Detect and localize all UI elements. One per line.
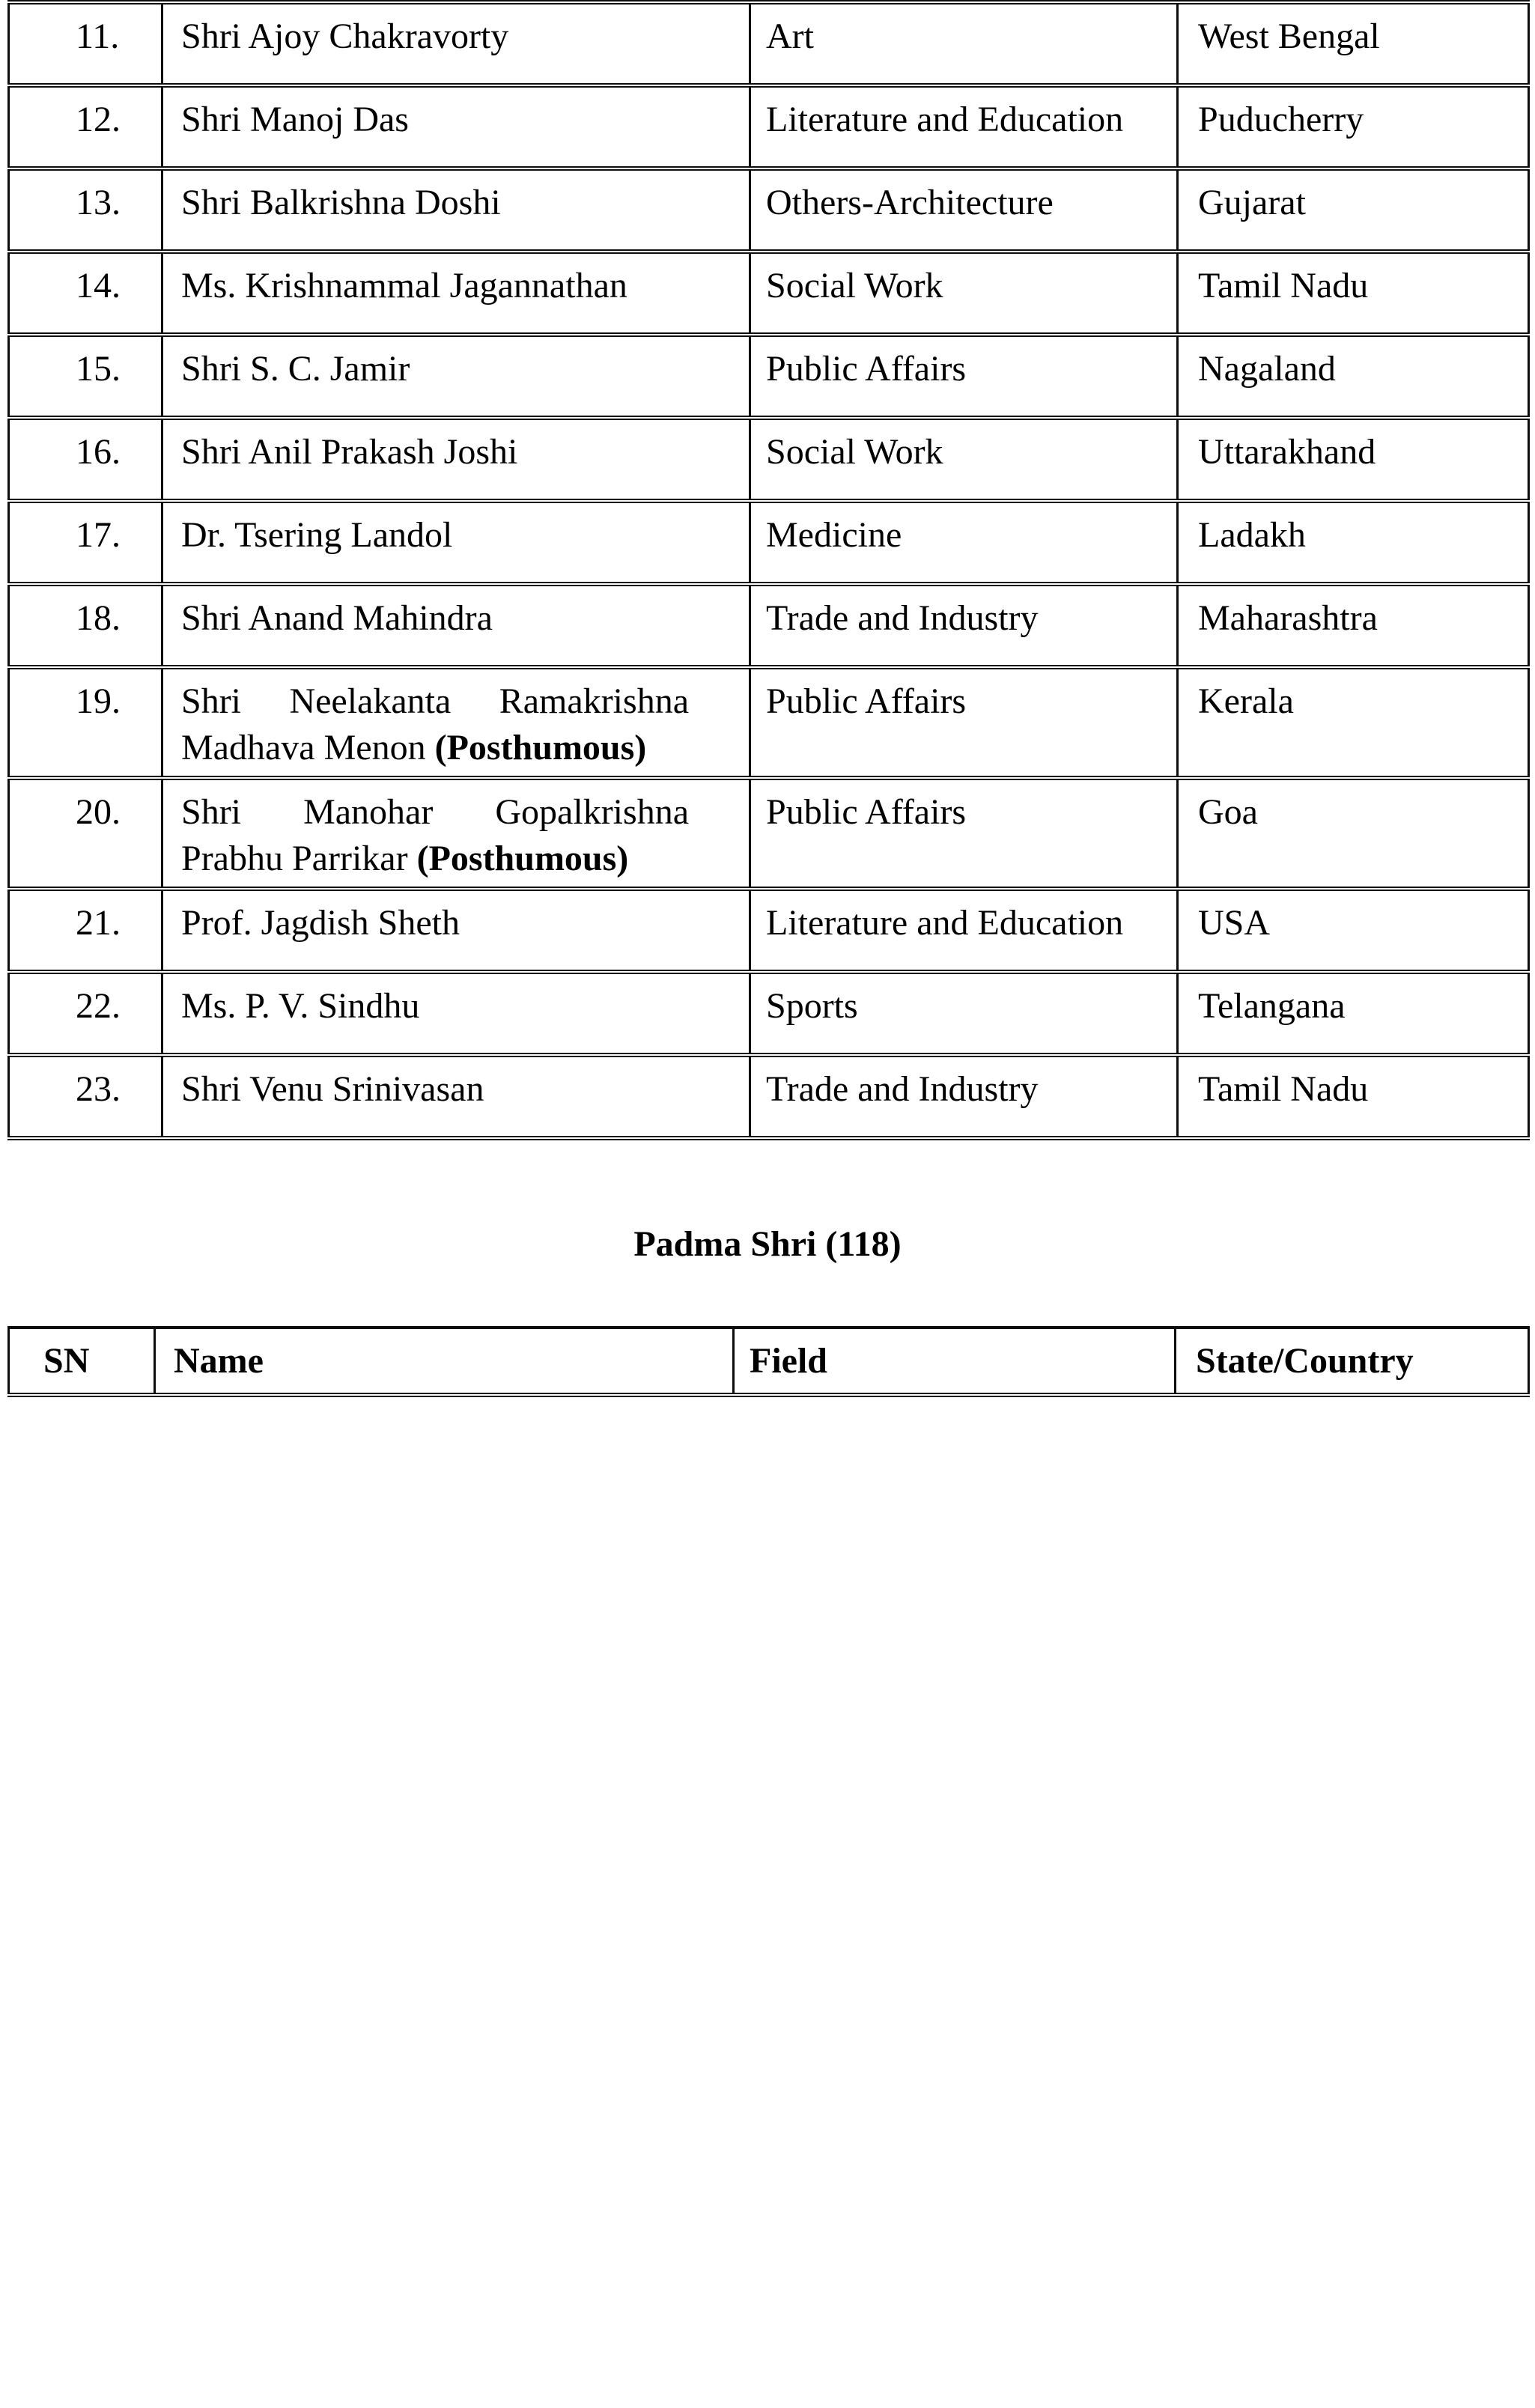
cell-recipient-name [162, 252, 750, 335]
cell-recipient-name [162, 972, 750, 1055]
cell-recipient-name [162, 778, 750, 889]
table-row [9, 667, 1529, 778]
section-heading-padma-shri: Padma Shri (118) [633, 1224, 902, 1264]
padma-bhushan-table-body [9, 2, 1529, 1138]
cell-serial-number: 13. [9, 168, 162, 252]
cell-field: Literature and Education [750, 85, 1178, 168]
recipient-name-text: Ms. Krishnammal Jagannathan [181, 266, 627, 305]
cell-serial-number: 15. [9, 335, 162, 418]
recipient-name-text: Shri Manohar Gopalkrishna Prabhu Parrikar [181, 792, 689, 878]
table-row [9, 1055, 1529, 1138]
cell-recipient-name [162, 85, 750, 168]
cell-serial-number: 20. [9, 778, 162, 889]
recipient-name-text: Shri Ajoy Chakravorty [181, 16, 509, 56]
recipient-name-text: Shri S. C. Jamir [181, 349, 410, 389]
table-row [9, 335, 1529, 418]
cell-state-country: Uttarakhand [1178, 418, 1529, 501]
cell-field: Social Work [750, 252, 1178, 335]
cell-recipient-name [162, 889, 750, 972]
cell-field: Trade and Industry [750, 584, 1178, 667]
table-row [9, 972, 1529, 1055]
cell-field: Trade and Industry [750, 1055, 1178, 1138]
column-header-name: Name [155, 1328, 734, 1395]
table-header-row [9, 1328, 1529, 1395]
column-header-state: State/Country [1176, 1328, 1529, 1395]
cell-serial-number: 17. [9, 501, 162, 584]
recipient-name-text: Shri Anil Prakash Joshi [181, 432, 518, 472]
cell-state-country: Goa [1178, 778, 1529, 889]
recipient-name-text: Ms. P. V. Sindhu [181, 986, 420, 1026]
cell-state-country: Ladakh [1178, 501, 1529, 584]
cell-state-country: Kerala [1178, 667, 1529, 778]
padma-bhushan-table [7, 0, 1530, 1140]
cell-serial-number: 23. [9, 1055, 162, 1138]
cell-recipient-name [162, 335, 750, 418]
table-row [9, 778, 1529, 889]
cell-state-country: Gujarat [1178, 168, 1529, 252]
padma-shri-table [7, 1326, 1530, 1397]
cell-recipient-name [162, 584, 750, 667]
cell-recipient-name [162, 2, 750, 85]
table-row [9, 252, 1529, 335]
column-header-field: Field [734, 1328, 1176, 1395]
cell-field: Sports [750, 972, 1178, 1055]
recipient-name-text: Shri Manoj Das [181, 100, 409, 139]
cell-state-country: Tamil Nadu [1178, 252, 1529, 335]
cell-serial-number: 16. [9, 418, 162, 501]
cell-state-country: Maharashtra [1178, 584, 1529, 667]
cell-recipient-name [162, 667, 750, 778]
cell-serial-number: 21. [9, 889, 162, 972]
cell-serial-number: 12. [9, 85, 162, 168]
cell-state-country: Telangana [1178, 972, 1529, 1055]
cell-field: Art [750, 2, 1178, 85]
cell-serial-number: 11. [9, 2, 162, 85]
table-row [9, 85, 1529, 168]
recipient-name-text: Prof. Jagdish Sheth [181, 903, 460, 943]
cell-state-country: West Bengal [1178, 2, 1529, 85]
cell-field: Public Affairs [750, 667, 1178, 778]
cell-field: Social Work [750, 418, 1178, 501]
recipient-name-text: Dr. Tsering Landol [181, 515, 453, 555]
cell-recipient-name [162, 418, 750, 501]
posthumous-label: (Posthumous) [416, 839, 629, 878]
cell-state-country: Nagaland [1178, 335, 1529, 418]
cell-recipient-name [162, 168, 750, 252]
recipient-name-text: Shri Neelakanta Ramakrishna Madhava Menon [181, 681, 689, 767]
cell-serial-number: 14. [9, 252, 162, 335]
table-row [9, 418, 1529, 501]
cell-field: Literature and Education [750, 889, 1178, 972]
posthumous-label: (Posthumous) [434, 728, 647, 767]
cell-state-country: Tamil Nadu [1178, 1055, 1529, 1138]
cell-field: Others-Architecture [750, 168, 1178, 252]
recipient-name-text: Shri Anand Mahindra [181, 598, 493, 638]
table-row [9, 501, 1529, 584]
table-row [9, 168, 1529, 252]
cell-serial-number: 18. [9, 584, 162, 667]
table-row [9, 889, 1529, 972]
cell-state-country: Puducherry [1178, 85, 1529, 168]
cell-serial-number: 19. [9, 667, 162, 778]
column-header-sn: SN [9, 1328, 155, 1395]
recipient-name-text: Shri Venu Srinivasan [181, 1069, 484, 1109]
cell-recipient-name [162, 1055, 750, 1138]
cell-serial-number: 22. [9, 972, 162, 1055]
padma-shri-table-body [9, 1328, 1529, 1395]
cell-recipient-name [162, 501, 750, 584]
cell-field: Public Affairs [750, 335, 1178, 418]
table-row [9, 2, 1529, 85]
recipient-name-text: Shri Balkrishna Doshi [181, 183, 501, 222]
cell-field: Public Affairs [750, 778, 1178, 889]
table-row [9, 584, 1529, 667]
cell-field: Medicine [750, 501, 1178, 584]
cell-state-country: USA [1178, 889, 1529, 972]
